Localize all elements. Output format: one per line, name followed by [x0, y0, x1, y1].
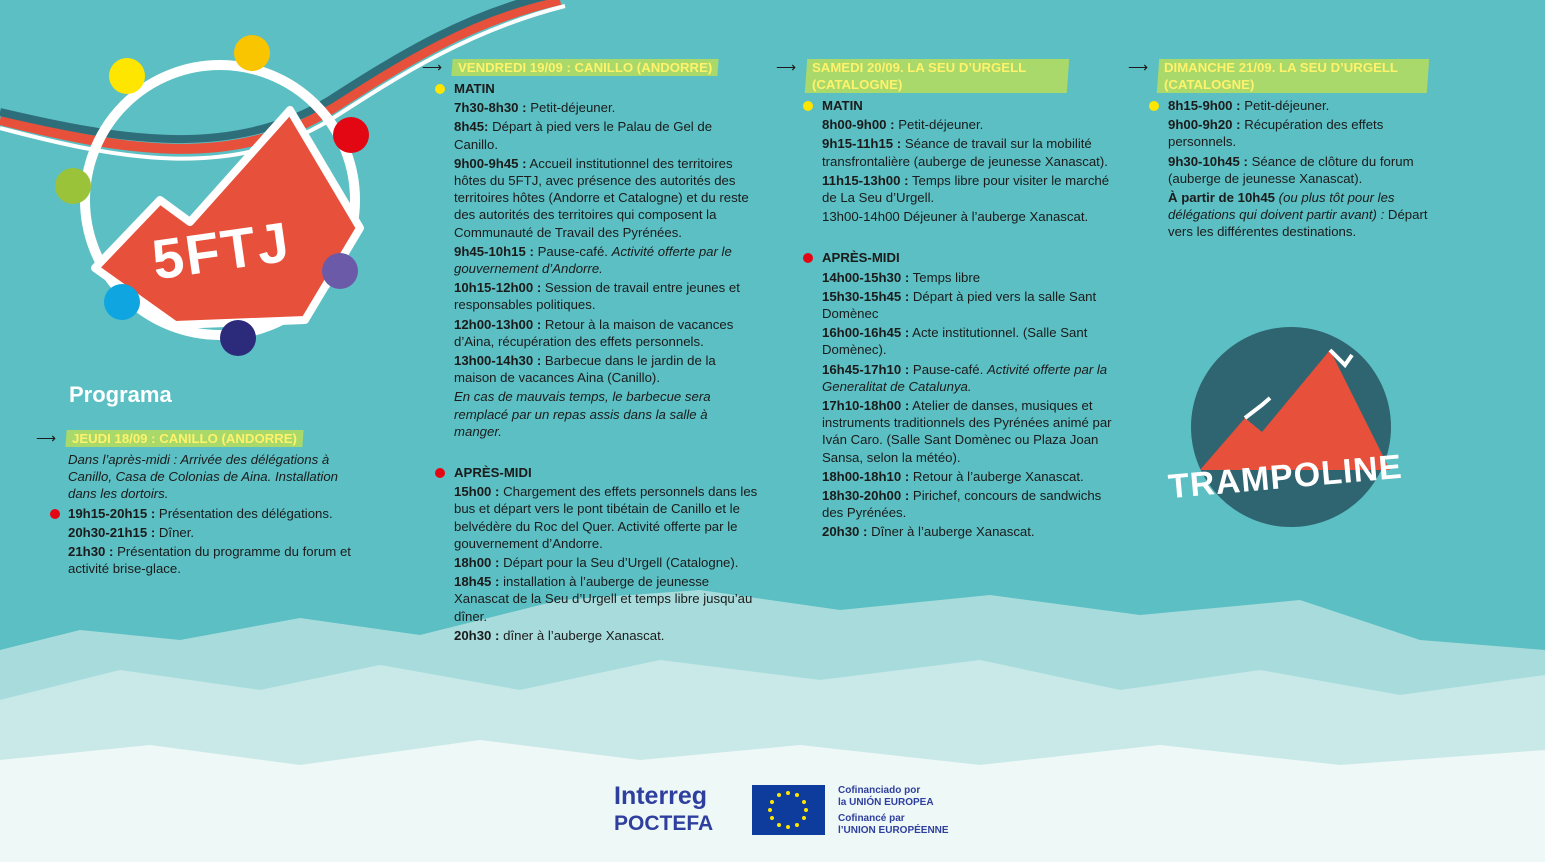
cofin-fr-1: Cofinancé par: [838, 813, 905, 824]
friday-afternoon-item: 15h00 : Chargement des effets personnels dans les bus et départ vers le pont tibétain de Canillo et le belvédère du Roc del Quer. Activité offerte par le gouvernement d’Andorre.: [454, 484, 758, 551]
arrow-icon: ⟶: [1128, 59, 1149, 75]
friday-afternoon-item: 20h30 : dîner à l’auberge Xanascat.: [454, 627, 665, 643]
thursday-column: [36, 430, 356, 579]
saturday-afternoon-item: 18h30-20h00 : Pirichef, concours de sandwichs des Pyrénées.: [822, 488, 1102, 521]
friday-morning-item: 12h00-13h00 : Retour à la maison de vacances d’Aina, récupération des effets personnels.: [454, 316, 734, 349]
sunday-item: À partir de 10h45 (ou plus tôt pour les délégations qui doivent partir avant) : Départ vers les différentes destinations.: [1168, 190, 1428, 240]
saturday-header-text: SAMEDI 20/09. LA SEU D’URGELL (CATALOGNE): [812, 60, 1027, 92]
friday-header-text: VENDREDI 19/09 : CANILLO (ANDORRE): [458, 60, 713, 75]
sunday-header-text: DIMANCHE 21/09. LA SEU D’URGELL (CATALOGNE): [1164, 60, 1398, 92]
arrow-icon: ⟶: [776, 59, 797, 75]
cofin-es-2: la UNIÓN EUROPEA: [838, 797, 934, 808]
logo-dot-blue: [104, 284, 140, 320]
trampoline-text: TRAMPOLINE: [1166, 447, 1404, 507]
sunday-column: [1128, 59, 1448, 243]
thursday-item: 21h30 : Présentation du programme du forum et activité brise-glace.: [68, 544, 351, 577]
logo-dot-red: [333, 117, 369, 153]
friday-morning-item: 13h00-14h30 : Barbecue dans le jardin de la maison de vacances Aina (Canillo).: [454, 353, 716, 386]
thursday-header-text: JEUDI 18/09 : CANILLO (ANDORRE): [72, 431, 298, 446]
friday-morning-item: 8h45: Départ à pied vers le Palau de Gel de Canillo.: [454, 119, 713, 152]
sunday-item: 9h30-10h45 : Séance de clôture du forum (auberge de jeunesse Xanascat).: [1168, 153, 1414, 186]
friday-morning-item: 10h15-12h00 : Session de travail entre jeunes et responsables politiques.: [454, 280, 740, 313]
saturday-header: [776, 59, 1116, 93]
yellow-dot-icon: [435, 84, 445, 94]
saturday-morning-item: 8h00-9h00 : Petit-déjeuner.: [822, 117, 984, 133]
saturday-morning-item: 9h15-11h15 : Séance de travail sur la mobilité transfrontalière (auberge de jeunesse Xanascat).: [822, 136, 1108, 169]
programa-title: Programa: [69, 382, 172, 407]
friday-morning-item: 9h00-9h45 : Accueil institutionnel des territoires hôtes du 5FTJ, avec présence des autorités des territoires hôtes (Andorre et Catalogne) et du reste des autorités des territoires qui composent la Communauté de Travail des Pyrénées.: [454, 155, 749, 240]
logo-dot-yellow-2: [234, 35, 270, 71]
friday-header: [422, 59, 758, 76]
saturday-afternoon-item: 18h00-18h10 : Retour à l’auberge Xanascat.: [822, 468, 1084, 484]
thursday-item: 20h30-21h15 : Dîner.: [68, 524, 195, 540]
red-dot-icon: [50, 509, 60, 519]
saturday-morning-item: 11h15-13h00 : Temps libre pour visiter le marché de La Seu d’Urgell.: [822, 172, 1110, 206]
arrow-icon: ⟶: [422, 59, 443, 75]
friday-column: [422, 59, 758, 646]
cofin-fr-2: l’UNION EUROPÉENNE: [838, 825, 949, 836]
saturday-column: [776, 59, 1116, 543]
sunday-header: [1128, 59, 1448, 93]
friday-afternoon-item: 18h00 : Départ pour la Seu d’Urgell (Catalogne).: [454, 555, 739, 571]
interreg-line2: POCTEFA: [614, 812, 714, 835]
logo-dot-yellow-1: [109, 58, 145, 94]
saturday-morning-label: MATIN: [822, 97, 1116, 114]
saturday-afternoon-item: 16h00-16h45 : Acte institutionnel. (Salle Sant Domènec).: [822, 325, 1088, 358]
red-dot-icon: [435, 468, 445, 478]
thursday-intro: Dans l’après-midi : Arrivée des délégations à Canillo, Casa de Colonias de Aina. Installation dans les dortoirs.: [68, 452, 339, 502]
sunday-item: 9h00-9h20 : Récupération des effets personnels.: [1168, 117, 1384, 150]
logo-dot-navy: [220, 320, 256, 356]
saturday-afternoon-item: 17h10-18h00 : Atelier de danses, musiques et instruments traditionnels des Pyrénées animé par Iván Caro. (Salle Sant Domènec ou Plaza Joan Sansa, selon la météo).: [822, 398, 1112, 465]
friday-morning-item: 9h45-10h15 : Pause-café. Activité offerte par le gouvernement d’Andorre.: [454, 243, 732, 277]
yellow-dot-icon: [1149, 101, 1159, 111]
logo-text: 5FTJ: [148, 209, 295, 292]
yellow-dot-icon: [803, 101, 813, 111]
saturday-morning-item: 13h00-14h00 Déjeuner à l’auberge Xanascat.: [822, 209, 1089, 225]
thursday-header: [36, 430, 356, 447]
cofinancing-text: [838, 785, 949, 837]
red-dot-icon: [803, 253, 813, 263]
saturday-afternoon-item: 15h30-15h45 : Départ à pied vers la salle Sant Domènec: [822, 288, 1097, 322]
thursday-item: 19h15-20h15 : Présentation des délégations.: [68, 505, 356, 522]
cofin-es-1: Cofinanciado por: [838, 785, 921, 796]
friday-afternoon-item: 18h45 : installation à l’auberge de jeunesse Xanascat de la Seu d’Urgell et temps libre jusqu’au dîner.: [454, 574, 753, 624]
saturday-afternoon-label: APRÈS-MIDI: [822, 249, 1116, 266]
friday-morning-label: MATIN: [454, 80, 758, 97]
saturday-afternoon-item: 14h00-15h30 : Temps libre: [822, 269, 981, 285]
logo-dot-green: [55, 168, 91, 204]
friday-morning-item: 7h30-8h30 : Petit-déjeuner.: [454, 100, 616, 116]
interreg-logo: [614, 783, 713, 837]
arrow-icon: ⟶: [36, 430, 57, 446]
interreg-line1: Interreg: [614, 782, 708, 810]
saturday-afternoon-item: 16h45-17h10 : Pause-café. Activité offerte par la Generalitat de Catalunya.: [822, 361, 1108, 394]
saturday-afternoon-item: 20h30 : Dîner à l’auberge Xanascat.: [822, 524, 1035, 540]
friday-morning-note: En cas de mauvais temps, le barbecue sera remplacé par un repas assis dans la salle à manger.: [454, 389, 711, 439]
sunday-item: 8h15-9h00 : Petit-déjeuner.: [1168, 97, 1448, 114]
friday-afternoon-label: APRÈS-MIDI: [454, 464, 758, 481]
logo-dot-purple: [322, 253, 358, 289]
